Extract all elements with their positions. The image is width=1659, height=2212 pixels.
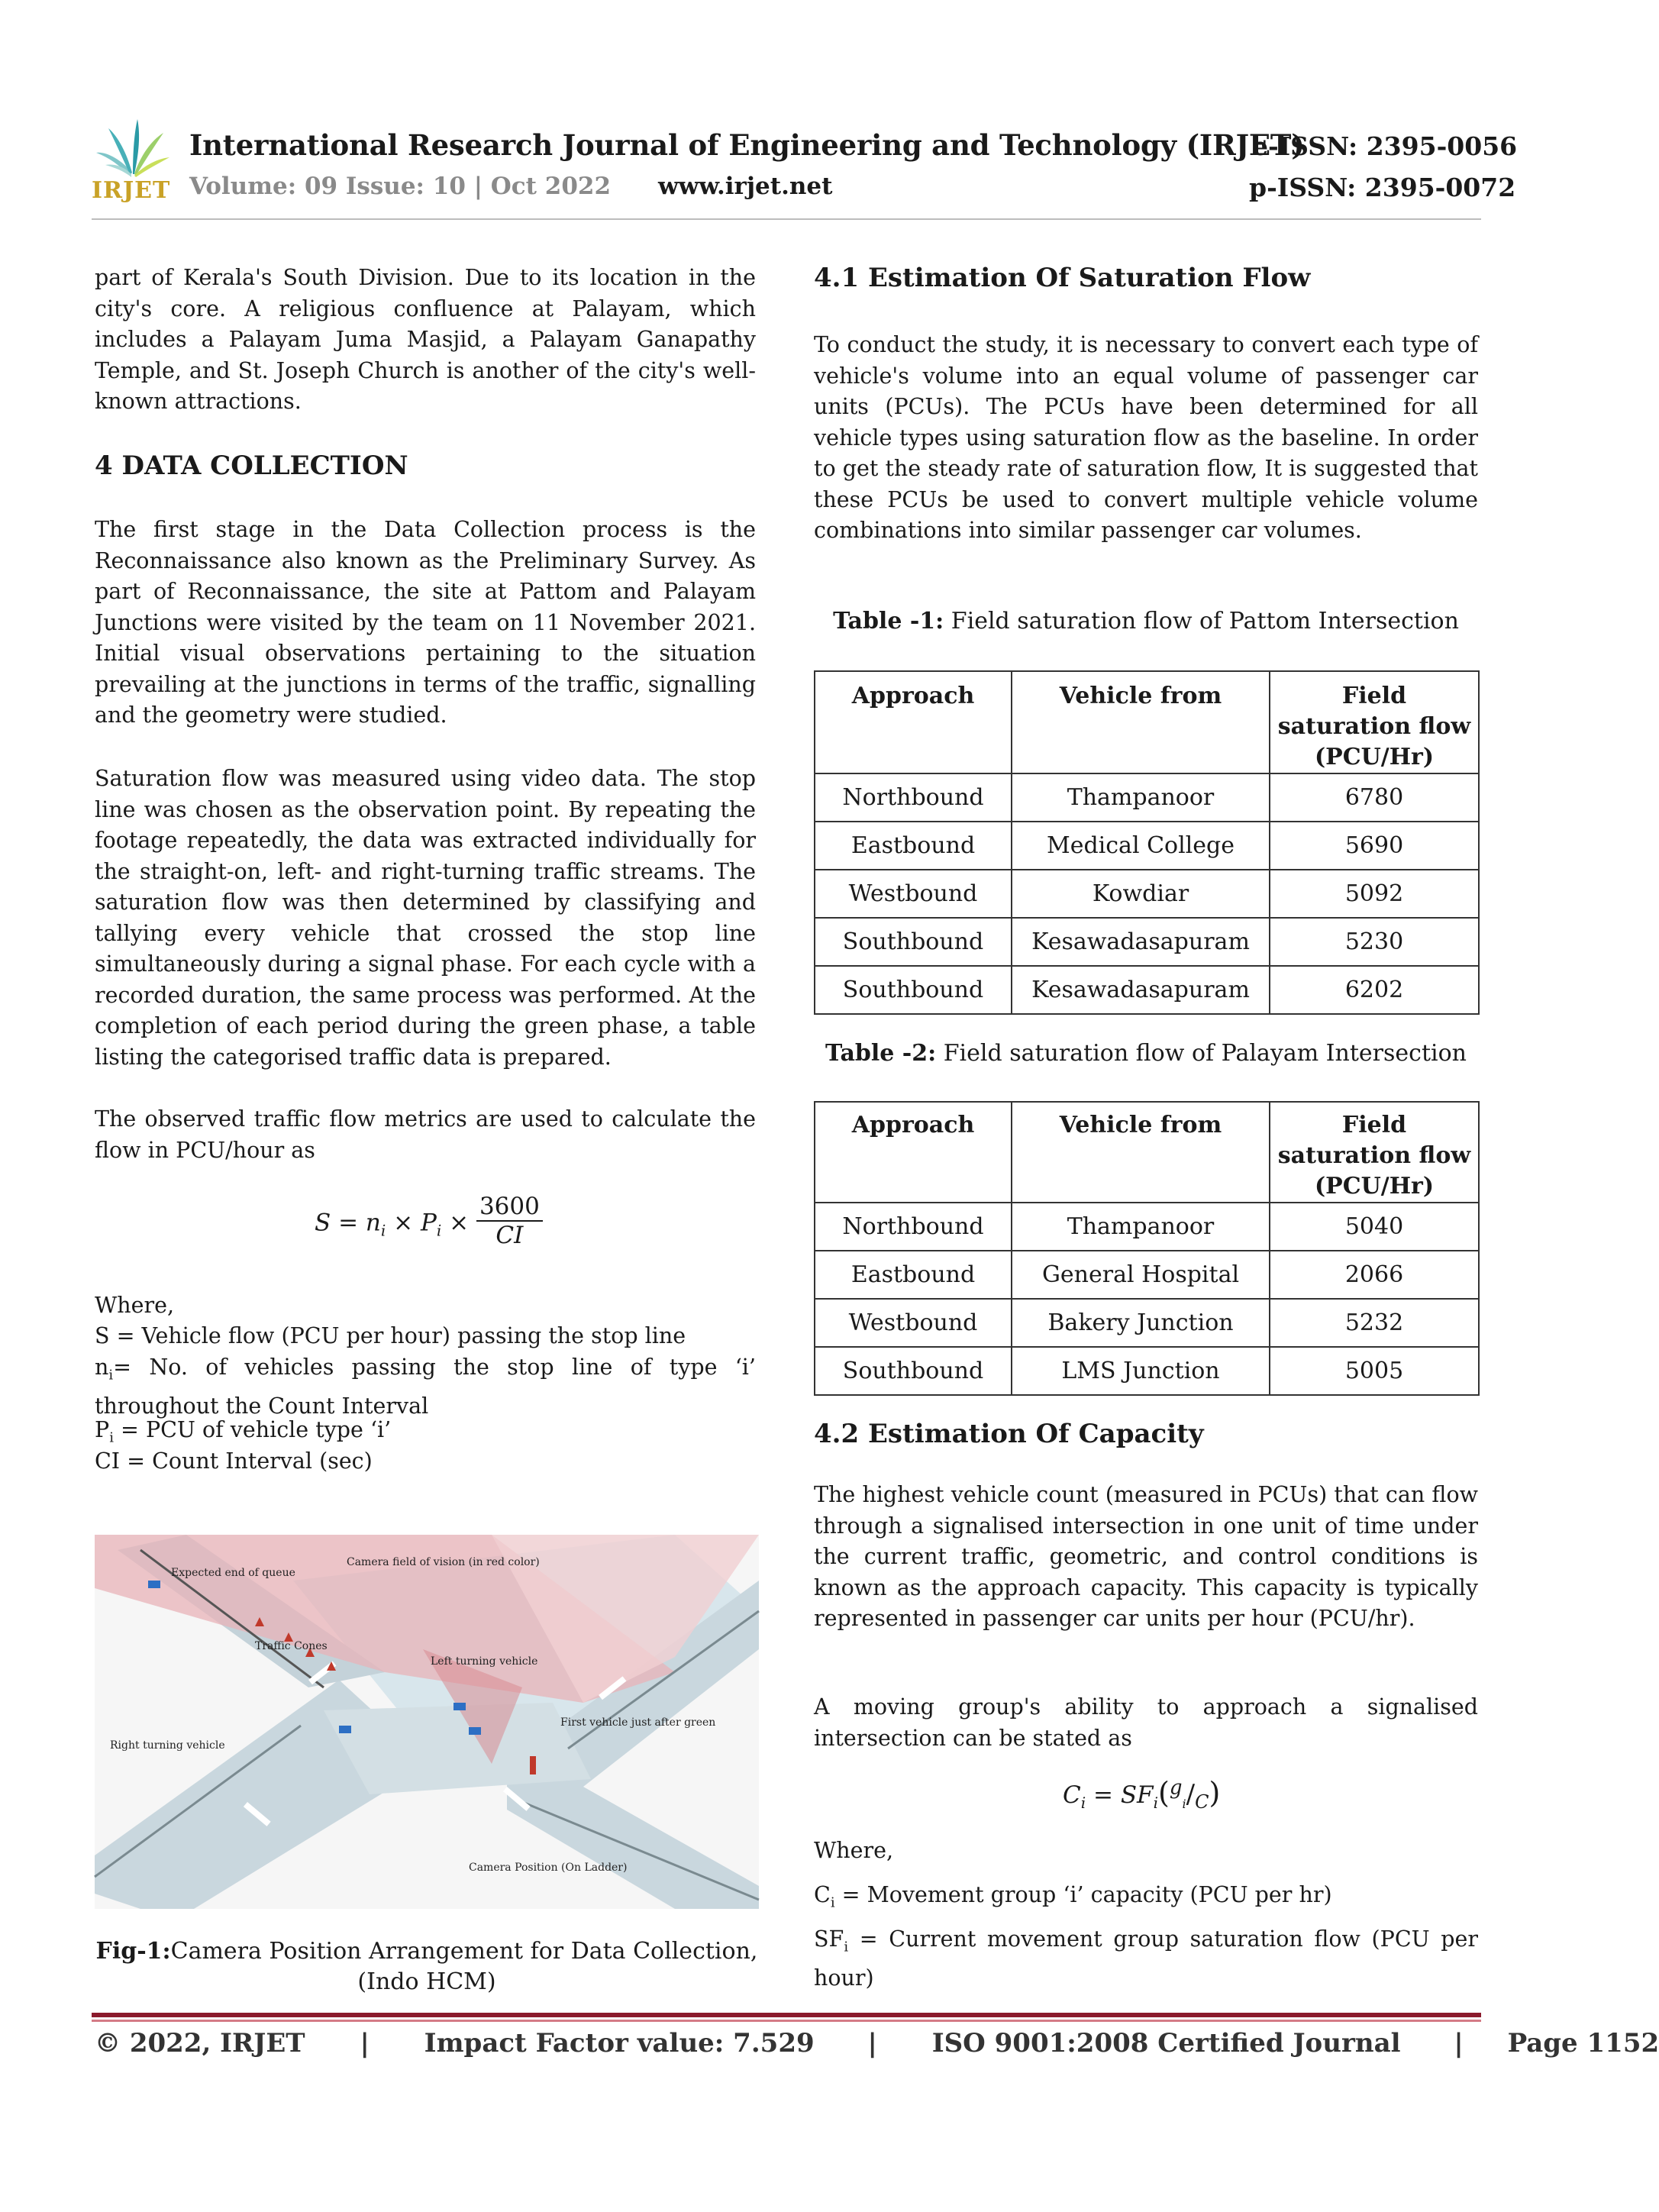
footer-copyright: © 2022, IRJET <box>95 2028 305 2059</box>
fig-label-right-turn: Right turning vehicle <box>110 1739 225 1752</box>
footer-separator: | <box>1454 2028 1464 2059</box>
fig-label-camera-position: Camera Position (On Ladder) <box>469 1862 628 1874</box>
section-4-1-heading: 4.1 Estimation Of Saturation Flow <box>814 263 1311 293</box>
intersection-diagram <box>95 1535 759 1909</box>
footer-page-number: Page 1152 <box>1507 2028 1659 2059</box>
footer-impact-factor: Impact Factor value: 7.529 <box>424 2028 815 2059</box>
journal-logo <box>90 113 174 205</box>
footer-bar-thin <box>92 2020 1481 2022</box>
def-ni: $n_i= No$. of vehicles passing the stop line of type ‘i’ throughout the Count Interval <box>95 1355 756 1419</box>
where-label: Where, <box>95 1293 175 1318</box>
section-4-2-paragraph-2: A moving group's ability to approach a signalised intersection can be stated as <box>814 1694 1478 1751</box>
camera-arrangement-figure <box>95 1535 759 1909</box>
footer-iso: ISO 9001:2008 Certified Journal <box>931 2028 1401 2059</box>
page-footer <box>95 2028 1659 2059</box>
data-collection-paragraph-2: Saturation flow was measured using video data. The stop line was chosen as the observation point. By repeating the footage repeatedly, the data was extracted individually for the straight-on, left- and right-turning traffic streams. The saturation flow was then determined by classifying and tallying every vehicle that crossed the stop line simultaneously during a signal phase. For each cycle with a recorded duration, the same process was performed. At the completion of each period during the green phase, a table listing the categorised traffic data is prepared. <box>95 766 756 1070</box>
table-pattom-saturation-flow <box>814 670 1480 1015</box>
table-header: Vehicle from <box>1012 1102 1270 1203</box>
def-sfi: $SF_i$ = Current movement group saturation flow (PCU per hour) <box>814 1926 1478 1991</box>
fig-label-first-vehicle: First vehicle just after green <box>560 1716 716 1729</box>
saturation-flow-formula: $S = n_i \times P_i$ × $\frac{3600}{CI}$ <box>315 1196 543 1252</box>
figure-caption: Fig-1:Camera Position Arrangement for Data Collection, (Indo HCM) <box>95 1938 758 1995</box>
p-issn: p-ISSN: 2395-0072 <box>1249 173 1516 202</box>
logo-text: IRJET <box>92 177 171 204</box>
section-4-1-paragraph: To conduct the study, it is necessary to convert each type of vehicle's volume into an equal volume of passenger car units (PCUs). The PCUs have been determined for all vehicle types using saturation flow as the baseline. In order to get the steady rate of saturation flow, It is suggested that these PCUs be used to convert multiple vehicle volume combinations into similar passenger car volumes. <box>814 332 1478 543</box>
journal-title: International Research Journal of Engineering and Technology (IRJET) <box>189 128 1305 162</box>
where-label-2: Where, <box>814 1838 894 1863</box>
footer-bar <box>92 2013 1481 2017</box>
table-header: Field saturation flow (PCU/Hr) <box>1270 671 1479 773</box>
table-row: Southbound Kesawadasapuram 6202 <box>815 966 1479 1014</box>
table-row: Northbound Thampanoor 5040 <box>815 1203 1479 1251</box>
footer-separator: | <box>867 2028 877 2059</box>
data-collection-paragraph-3: The observed traffic flow metrics are used to calculate the flow in PCU/hour as <box>95 1106 756 1163</box>
e-issn: e-ISSN: 2395-0056 <box>1252 131 1518 161</box>
footer-separator: | <box>360 2028 370 2059</box>
table-1-caption: Table -1: Field saturation flow of Pattom Intersection <box>833 608 1459 635</box>
table-header: Vehicle from <box>1012 671 1270 773</box>
table-row: Eastbound Medical College 5690 <box>815 822 1479 870</box>
fig-label-cones: Traffic Cones <box>255 1640 328 1652</box>
header-divider <box>92 218 1481 220</box>
def-pi: $P_i$ = PCU of vehicle type ‘i’ <box>95 1417 392 1446</box>
def-s: S = Vehicle flow (PCU per hour) passing the stop line <box>95 1323 686 1348</box>
table-header: Field saturation flow (PCU/Hr) <box>1270 1102 1479 1203</box>
table-row: Eastbound General Hospital 2066 <box>815 1251 1479 1299</box>
section-4-2-paragraph-1: The highest vehicle count (measured in PCUs) that can flow through a signalised intersection in one unit of time under the current traffic, geometric, and control conditions is known as the approach capacity. This capacity is typically represented in passenger car units per hour (PCU/hr). <box>814 1482 1478 1631</box>
volume-info: Volume: 09 Issue: 10 | Oct 2022 <box>189 173 612 200</box>
journal-website-link[interactable]: www.irjet.net <box>658 173 833 200</box>
def-ci-capacity: $C_i$ = Movement group ‘i’ capacity (PCU per hr) <box>814 1882 1332 1911</box>
section-4-2-heading: 4.2 Estimation Of Capacity <box>814 1419 1204 1449</box>
def-ci: CI = Count Interval (sec) <box>95 1448 373 1474</box>
table-palayam-saturation-flow <box>814 1101 1480 1396</box>
fig-label-camera-field: Camera field of vision (in red color) <box>347 1556 540 1568</box>
fig-label-queue: Expected end of queue <box>171 1567 295 1579</box>
table-header: Approach <box>815 671 1012 773</box>
fig-label-left-turn: Left turning vehicle <box>431 1655 538 1668</box>
table-2-caption: Table -2: Field saturation flow of Palayam Intersection <box>825 1040 1467 1067</box>
table-row: Southbound Kesawadasapuram 5230 <box>815 918 1479 966</box>
table-row: Northbound Thampanoor 6780 <box>815 773 1479 822</box>
table-row: Westbound Bakery Junction 5232 <box>815 1299 1479 1347</box>
intro-paragraph: part of Kerala's South Division. Due to its location in the city's core. A religious confluence at Palayam, which includes a Palayam Juma Masjid, a Palayam Ganapathy Temple, and St. Joseph Church is another of the city's well-known attractions. <box>95 265 756 414</box>
capacity-formula: $C_i = SF_i(^g_i/_C)$ <box>1063 1776 1221 1813</box>
table-header: Approach <box>815 1102 1012 1203</box>
table-row: Southbound LMS Junction 5005 <box>815 1347 1479 1395</box>
section-4-heading: 4 DATA COLLECTION <box>95 450 408 481</box>
data-collection-paragraph-1: The first stage in the Data Collection process is the Reconnaissance also known as the Preliminary Survey. As part of Reconnaissance, the site at Pattom and Palayam Junctions were visited by the team on 11 November 2021. Initial visual observations pertaining to the situation prevailing at the junctions in terms of the traffic, signalling and the geometry were studied. <box>95 517 756 728</box>
table-row: Westbound Kowdiar 5092 <box>815 870 1479 918</box>
